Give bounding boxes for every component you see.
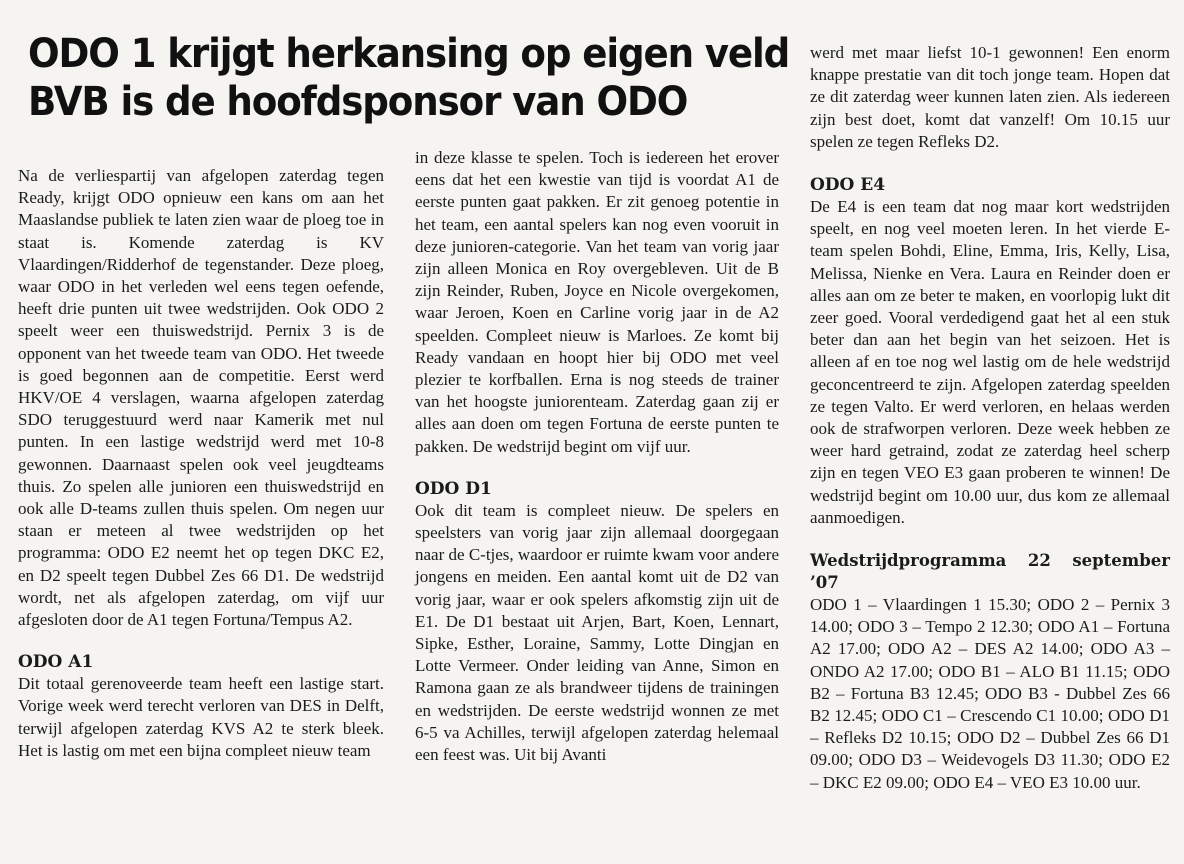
a1-paragraph-part2: in deze klasse te spelen. Toch is iedereen het erover eens dat het een kwestie van tijd is voordat A1 de eerste punten gaat pakken. Er zit genoeg potentie in het team, een aantal spelers kan nog even vooruit in deze junioren-categorie. Van het team van vorig jaar zijn alleen Monica en Roy overgebleven. Uit de B zijn Reinder, Ruben, Joyce en Nicole overgekomen, waar Jeroen, Koen en Carline vorig jaar in de A2 speelden. Compleet nieuw is Marloes. Ze komt bij Ready vandaan en hoopt hier bij ODO met veel plezier te korfballen. Erna is nog steeds de trainer van het hoogste juniorenteam. Zaterdag gaan zij er alles aan doen om tegen Fortuna de eerste punten te pakken. De wedstrijd begint om vijf uur. xyxy=(415,148,779,456)
headline-line-2: BVB is de hoofdsponsor van ODO xyxy=(28,79,688,125)
d1-heading: ODO D1 xyxy=(415,478,492,499)
d1-paragraph-part2: werd met maar liefst 10-1 gewonnen! Een enorm knappe prestatie van dit toch jonge team. Hopen dat ze dit zaterdag weer kunnen laten zien. Als iedereen zijn best doet, komt dat vanzelf! Om 10.15 uur spelen ze tegen Refleks D2. xyxy=(810,43,1170,151)
e4-heading: ODO E4 xyxy=(810,175,886,196)
column-3 xyxy=(810,42,1170,794)
e4-paragraph: De E4 is een team dat nog maar kort wedstrijden speelt, en nog veel moeten leren. In het vierde E-team spelen Bohdi, Eline, Emma, Iris, Kelly, Lisa, Melissa, Nienke en Vera. Laura en Reinder doen er alles aan om ze beter te maken, en voorlopig lukt dit zeer goed. Vooral verdedigend gaat het al een stuk beter dan aan het begin van het seizoen. Het is alleen af en toe nog wel lastig om de hele wedstrijd geconcentreerd te zijn. Afgelopen zaterdag speelden ze tegen Valto. Er werd verloren, en helaas werden ook de strafworpen verloren. Deze week hebben ze weer hard getraind, zodat ze zaterdag heel scherp zijn en tegen VEO E3 gaan proberen te winnen! De wedstrijd begint om 10.00 uur, dus kom ze allemaal aanmoedigen. xyxy=(810,197,1170,527)
intro-paragraph: Na de verliespartij van afgelopen zaterdag tegen Ready, krijgt ODO opnieuw een kans om aan het Maaslandse publiek te laten zien waar de ploeg toe in staat is. Komende zaterdag is KV Vlaardingen/Ridderhof de tegenstander. Deze ploeg, waar ODO in het verleden wel eens tegen oefende, heeft drie punten uit twee wedstrijden. Ook ODO 2 speelt weer een thuiswedstrijd. Pernix 3 is de opponent van het tweede team van ODO. Het tweede is goed begonnen aan de competitie. Eerst werd HKV/OE 4 verslagen, waarna afgelopen zaterdag SDO teruggestuurd werd naar Kamerik met nul punten. In een lastige wedstrijd werd met 10-8 gewonnen. Daarnaast spelen ook veel jeugdteams thuis. Zo spelen alle junioren een thuiswedstrijd en ook alle D-teams zullen thuis spelen. Om negen uur staan er meteen al twee wedstrijden op het programma: ODO E2 neemt het op tegen DKC E2, en D2 speelt tegen Dubbel Zes 66 D1. De wedstrijd wordt, net als afgelopen zaterdag, om vijf uur afgesloten door de A1 tegen Fortuna/Tempus A2. xyxy=(18,166,384,630)
a1-heading: ODO A1 xyxy=(18,652,94,673)
column-2 xyxy=(415,147,779,766)
headline xyxy=(28,30,790,126)
headline-line-1: ODO 1 krijgt herkansing op eigen veld xyxy=(28,31,790,77)
program-heading: Wedstrijdprogramma 22 september ’07 xyxy=(810,551,1170,593)
column-1 xyxy=(18,165,384,762)
a1-paragraph-part1: Dit totaal gerenoveerde team heeft een lastige start. Vorige week werd terecht verloren van DES in Delft, terwijl afgelopen zaterdag KVS A2 te sterk bleek. Het is lastig om met een bijna compleet nieuw team xyxy=(18,674,384,760)
program-paragraph: ODO 1 – Vlaardingen 1 15.30; ODO 2 – Pernix 3 14.00; ODO 3 – Tempo 2 12.30; ODO A1 – Fortuna A2 17.00; ODO A2 – DES A2 14.00; ODO A3 – ONDO A2 17.00; ODO B1 – ALO B1 11.15; ODO B2 – Fortuna B3 12.45; ODO B3 - Dubbel Zes 66 B2 12.45; ODO C1 – Crescendo C1 10.00; ODO D1 – Refleks D2 10.15; ODO D2 – Dubbel Zes 66 D1 09.00; ODO D3 – Weidevogels D3 11.30; ODO E2 – DKC E2 09.00; ODO E4 – VEO E3 10.00 uur. xyxy=(810,595,1170,792)
d1-paragraph-part1: Ook dit team is compleet nieuw. De spelers en speelsters van vorig jaar zijn allemaal doorgegaan naar de C-tjes, waardoor er ruimte kwam voor andere jongens en meiden. Een aantal komt uit de D2 van vorig jaar, waar er ook spelers afkomstig zijn uit de E1. De D1 bestaat uit Arjen, Bart, Koen, Lennart, Sipke, Esther, Loraine, Sammy, Lotte Dingjan en Lotte Vermeer. Onder leiding van Anne, Simon en Ramona gaan ze als brandweer tijdens de trainingen en wedstrijden. De eerste wedstrijd wonnen ze met 6-5 va Achilles, terwijl afgelopen zaterdag helemaal een feest was. Uit bij Avanti xyxy=(415,500,779,765)
